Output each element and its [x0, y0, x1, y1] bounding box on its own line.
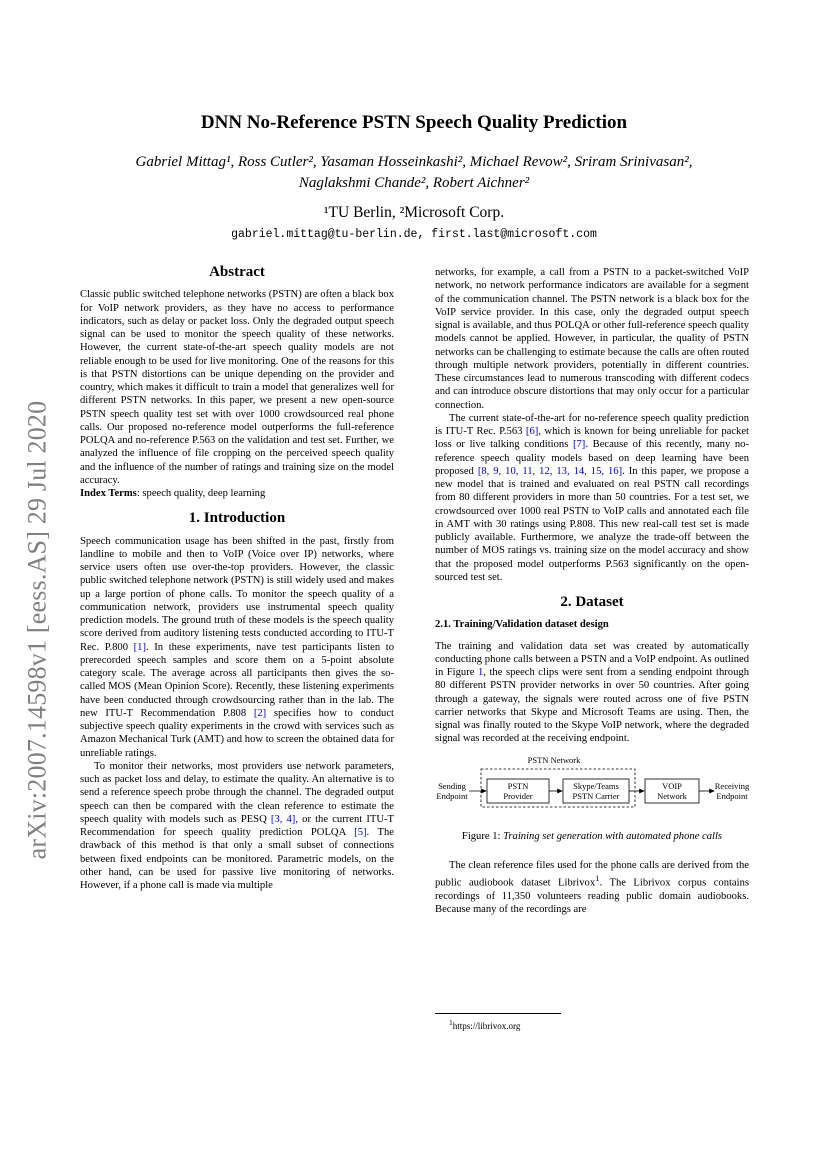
sending-label-2: Endpoint [436, 790, 468, 801]
citation-link[interactable]: [3, 4] [270, 813, 296, 825]
figure-caption: Figure 1: Training set generation with automated phone calls [461, 830, 723, 842]
arxiv-stamp [12, 365, 62, 895]
index-terms-label: Index Terms [80, 488, 137, 499]
dataset-paragraph-2: The clean reference files used for the phone calls are derived from the public audiobook dataset Librivox$^1$. The Librivox corpus contains recordings of 11,350 volunteers reading public domain audiobooks. Because many of the recordings are [435, 859, 749, 916]
right-column [435, 266, 749, 916]
box2-line-1: Skype/Teams [573, 780, 619, 791]
box3-line-1: VOIP [662, 780, 682, 791]
citation-link[interactable]: [1] [133, 641, 146, 653]
citation-link[interactable]: [8, 9, 10, 11, 12, 13, 14, 15, 16] [477, 465, 623, 477]
citation-link[interactable]: [2] [253, 707, 267, 719]
right-paragraph-2: The current state-of-the-art for no-reference speech quality prediction is ITU-T Rec. P.563 [6], which is known for being unreliable for packet loss or live talking conditions [7]. Because of this recently, many no-reference speech quality models based on deep learning have been proposed [8, 9, 10, 11, 12, 13, 14, 15, 16]. In this paper, we propose a new model that is trained and evaluated on real PSTN call recordings from 80 different providers in more than 50 countries. For a test set, we crowdsourced over 1000 real PSTN to VoIP calls and annotated each file in AMT with 30 ratings using P.808. This new real-call test set is made publicly available. Furthermore, we analyze the trade-off between the number of MOS ratings vs. training size on the model accuracy and show that the proposed model outperforms P.563 significantly on the open-sourced test set. [435, 412, 750, 583]
citation-link[interactable]: [7] [572, 439, 586, 451]
index-terms [80, 487, 394, 500]
abstract-text: Classic public switched telephone networks (PSTN) are often a black box for VoIP network providers, as they have no access to performance indicators, such as delay or packet loss. Only the degraded output speech signal can be used to monitor the speech quality of these networks. However, the current state-of-the-art speech quality models are not reliable enough to be used for live monitoring. One of the reasons for this is that PSTN distortions can be unique depending on the provider and country, which makes it difficult to train a model that generalizes well for different PSTN networks. In this paper, we present a new open-source PSTN speech quality test set with over 1000 crowdsourced real phone calls. Our proposed no-reference model outperforms the full-reference POLQA and no-reference P.563 on the validation and test set. Further, we analyzed the influence of file cropping on the perceived speech quality and the influence of the number of ratings and training size on the model accuracy. [80, 289, 394, 486]
box1-line-2: Provider [503, 790, 533, 801]
intro-paragraph-2: To monitor their networks, most providers use network parameters, such as packet loss and delay, to estimate the quality. An alternative is to send a reference speech probe through the channel. The degraded output speech can then be compared with the clean reference to estimate the speech quality with models such as PESQ [3, 4], or the current ITU-T Recommendation for speech quality prediction POLQA [5]. The drawback of this method is that only a small subset of connections between fixed endpoints can be monitored. Parametric models, on the other hand, can be used for passive live monitoring of networks. However, if a phone call is made via multiple [80, 760, 395, 891]
receiving-label-1: Receiving [714, 780, 749, 791]
box1-line-1: PSTN [507, 780, 529, 791]
footnote-link[interactable]: 1 [595, 873, 600, 883]
intro-paragraph-1: Speech communication usage has been shifted in the past, firstly from landline to mobile and then to VoIP (Voice over IP) networks, where service users often use over-the-top providers. However, the classic public switched telephone network (PSTN) is still widely used and makes up a large portion of phone calls. To monitor the speech quality of a communication network, providers use instrumental speech quality prediction models. The ground truth of these models is the speech quality score derived from auditory listening tests conducted according to ITU-T Rec. P.800 [1]. In these experiments, nave test participants listen to prerecorded speech samples and score them on a 5-point absolute category scale. The average across all participants then gives the so-called MOS (Mean Opinion Score). Recently, these listening experiments have been conducted through crowdsourcing rather than in the lab. The new ITU-T Recommendation P.808 [2] specifies how to conduct subjective speech quality experiments in the crowd with services such as Amazon Mechanical Turk (AMT) and how to screen the obtained data for unreliable ratings. [80, 535, 395, 759]
authors-line-2: Naglakshmi Chande², Robert Aichner² [298, 175, 530, 191]
dataset-heading: 2. Dataset [560, 594, 624, 610]
citation-link[interactable]: [6] [525, 426, 539, 437]
emails: gabriel.mittag@tu-berlin.de, first.last@microsoft.com [231, 228, 597, 241]
box3-line-2: Network [657, 790, 687, 801]
paper-title: DNN No-Reference PSTN Speech Quality Prediction [200, 112, 628, 133]
sending-label-1: Sending [438, 780, 466, 791]
dataset-subheading: 2.1. Training/Validation dataset design [435, 619, 609, 631]
network-label: PSTN Network [527, 754, 581, 765]
figure-link[interactable]: 1 [477, 667, 484, 678]
intro-heading: 1. Introduction [188, 510, 286, 527]
box2-line-2: PSTN Carrier [572, 790, 620, 801]
author-list [80, 152, 748, 194]
dataset-paragraph-1: The training and validation data set was created by automatically conducting phone calls between a PSTN and a VoIP endpoint. As outlined in Figure 1, the speech clips were sent from a sending endpoint through 80 different PSTN provider networks in over 50 countries. After going through a gateway, the signals were routed across one of five PSTN carrier networks that Skype and Microsoft Teams are using. Then, the signal was finally routed to the Skype VoIP network, where the degraded signal was recorded at the receiving endpoint. [435, 640, 749, 745]
citation-link[interactable]: [5] [354, 827, 367, 838]
index-terms-text: : speech quality, deep learning [136, 488, 266, 499]
abstract-heading: Abstract [209, 264, 265, 280]
left-column [80, 266, 394, 892]
authors-line-1: Gabriel Mittag¹, Ross Cutler², Yasaman Hosseinkashi², Michael Revow², Sriram Srinivasan², [135, 154, 693, 170]
receiving-label-2: Endpoint [716, 790, 748, 801]
footnote-mark: 1 [449, 1018, 453, 1027]
footnote-url[interactable]: https://librivox.org [452, 1021, 521, 1031]
arxiv-id: arXiv:2007.14598v1 [eess.AS] 29 Jul 2020 [22, 400, 52, 860]
right-paragraph-1: networks, for example, a call from a PSTN to a packet-switched VoIP network, no network performance indicators are available for a segment of the communication channel. The PSTN network is a black box for the VoIP service provider. In this case, only the degraded output speech signal is available, and thus POLQA or other full-reference speech quality models cannot be applied. However, in particular, the quality of PSTN networks can be challenging to estimate because the calls are often routed through multiple network providers, potentially in different countries. These circumstances lead to numerous transcoding with different codecs and can introduce obscure distortions that may only occur for a particular connection. [435, 267, 749, 411]
figure-1 [435, 754, 749, 843]
pstn-diagram [435, 754, 749, 824]
footnote [435, 1013, 749, 1031]
affiliations: ¹TU Berlin, ²Microsoft Corp. [323, 204, 505, 221]
